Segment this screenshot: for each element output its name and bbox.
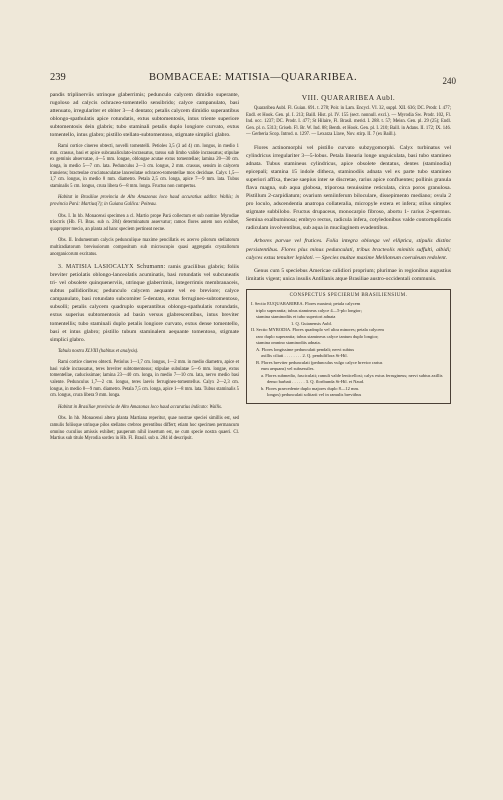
running-title: BOMBACEAE: MATISIA—QUARARIBEA. [148,72,357,83]
species-key-title: CONSPECTUS SPECIERUM BRASILIENSIUM. [289,292,408,298]
left-column [50,91,239,443]
observation-2: Obs. II. Indumentum calycis pedunculique maxime pencillatis ex acervo pilorum stellatorum multiradiatorum breviusiorum compositum sub microscopio quasi aggregatis crystallorum anorganicorum excitatus. [50,238,239,257]
genus-distribution: Genus cum 5 speciebus Americae calidiori proprium; plurimae in regionibus augustius limitatis vigent; unica insulis Antillanis atque Brasiliae austro-occidentali communis. [246,267,451,282]
species-3-title: 3. MATISIA LASIOCALYX Schumann: [58,264,166,271]
habitat-note: Habitat in Brasiliae provincia de Alto Amazonas loco haud accuratius addito: Wallis; in provincia Pará: Martius(?); in Guiana Gallica: Poiteau. [50,195,239,208]
genus-description: Flores actinomorphi vel pistillo curvato subzygomorphi. Calyx turbinatus vel cylindricus irregulariter 3—5-lobus. Petala linearia longe unguiculata, basi tubo stamineo adnata. Tubus stamineus cylindricus, apice obsolete dentatus, dentes (staminodia) epicepali; stamina 15 indole dithеca, staminodiis adnata vel ex parte tubo stamineo superiori affixa, thecae saepius inter se discretae, rarius apice confluentes; pollinis granula flava magna, sub aqua globosa, triporosa tenuissime reticulata, circa poros granulosa. Pistillum 2-carpidiatum; ovarium semiinferum biloculare, dissepimento mediano; ovula 2 pro loculo, adscendentia anatropa collateralia, micropyle extera et infera; stilus simplex stigmate subbilobo. Fructus drupaceus, monocarpio fibroso, abortu 1- rarius 2-spermus. Semina exalbuminosa; embryo rectus, radicula infera, cotyledonibus valde contortuplicatis radiculam involventibus, sub aqua in mucilaginem evadentibus. [246,144,451,232]
right-page-number: 240 [442,76,456,86]
species-3-habitat: Habitat in Brasiliae provincia de Alto Amazonas loco haud accuratius indicato: Wallis. [58,404,223,410]
genus-title: VIII. QUARARIBEA Aubl. [301,93,396,102]
key-line: A. Flores longissime pedunculati pendali; nervi subtus [256,346,355,352]
plate-reference: Tabula nostra XLVIII (habitus et analysis). [58,348,139,354]
species-3-entry [50,263,239,343]
key-species: denso barbati . . . . . . 3. Q. floribunda St-Hil. et Naud. [267,379,365,385]
species-3-observation: Obs. In hb. Monacensi altera planta Martiana reperitur, quae nostrae speciei simillis est, sed ramulis foliisque utrinque pilos stellatos crebros gerentibus differt; etiam hoc specimen permancum omnino cuculius amissis exhibet; pauperum nihil insertum est, ne cum specie nostra quaeri. Cl. Martius sub titulo Myrodia sordex in Hb. Fl. Brasil. sub n. 284 id descripsit. [50,416,239,442]
key-species: 1. Q. Guianensis Aubl. [291,320,332,326]
species-3-measurements: Rami cortice cinereo obtecti. Petiolus 1—1,7 cm. longus, 1—2 mm. in medio diametro, apice et basi valde incrassatus, teres breviter subtomentosus; stipulae subulatae 5—6 mm. longae, extus tomentellae, caducissimae; lamina 23—40 cm. longa, in medio 7—10 cm. lata, nervo medio basi valente. Pedunculus 1,7—2 cm. longus, teres laevis ferrugineo-tomentellus. Calyx 2—2,3 cm. longus, in medio 8—9 mm. diametro. Petala 7,5 cm. longa, apice 1—8 mm. lata. Tubus staminalis 5 cm. longus, crura libera 9 mm. longa. [50,360,239,399]
genus-habit: Arbores parvae vel frutices. Folia integra oblonga vel elliptica, stipulis distinc persistentibus. Flores plus minus pedunculati, tribus bracteolis mimitis suffulti, albidi; calyces extus tenuiter lepidoti. — Species multae maxime Meliloteum coeruleum redolent. [246,238,451,261]
key-line: a. Flores submedio, fasciculati; ramuli valde lenticellosi; calyx extus ferrugineus; nervi subtus axillis [261,372,443,378]
species-description-continued: pandis triplinerviis utrinque glaberrimis; pedunculo calycem dimidio superante, rugoloso ad calycis ochraceo-tomentello sensibrido; calyce campanulato, basi attenuato, irregulariter et obiter 3—4 dentato; petalis calycem dimidio superantibus oblongo-spathulatis apice rotundatis, extus subtomentosis, intus triente superiore subtomentosis dein glabris; tubo staminali petalis duplo longiore curvato, extus tomentello, intus glabro; pistillo stellato-subtomentoso, stigmate simplici glabro. [50,92,239,139]
key-line: II. Sectio MYRODIA. Flores quadruplo vel ultra minores; petala calycem [251,327,384,333]
key-line: eum aequans) vel subsessiles. [261,366,315,372]
species-3-description: ramis gracilibus glabris; foliis breviter petiolatis oblongo-lanceolatis acuminatis, basi rotundatis vel subcuneatis tri- vel obsolete quinquenerviis, utrinque glaberrimis, integerrimis membranaceis, subtus pallidioribus; pedunculo calycem aequante vel eo breviore; calyce campanulato, basi rotundato subcomiter 5-dentato, extus ferrugineo-subtomentoso, subsolli; petalis calycem quadruplo superantibus oblongo-spathulatis rotundatis, extus superius subtomentosis ad basin versus glabrescentibus, intus breviter tomentellis; tubo staminali duplo petalis longiore curvato, extus dense tomentello, basi et intus glabro; pistillo tubum staminalem aequante tomentoso, stigmate simplici glabro. [50,264,239,343]
key-line: B. Flores breviter pedunculati (pedunculus vulgo calyce brevior rarius [256,359,383,365]
species-key-box [246,289,451,404]
left-page-number: 239 [50,72,66,83]
species-measurements: Rami cortice cinereo obtecti, novelli tomentelli. Petioles 3,5 (3 ad 4) cm. longus, in medio 1 mm. crassus, basi et apice subcanaliculato-incrassatus, tarsus sub limbo valide incrassatus; stipulae ex geminis abservatae, 4—5 mm. longae, oblongae acutae extus tomentellae; lamina 20—30 cm. longa, in medio 5—7 cm. lata. Pedunculus 2—3 cm. longus, 2 mm. crassus, sensim in calycem transiens; bracteolae cruciatoaculatae lanceolatae ochraceo-tomentellae mox deciduae. Calyx 1,5—1,7 cm. longus, in medio 8 mm. diametro. Petala 2,5 cm. longa, apice 7—9 mm. lata. Tubus staminalis 5 cm. longus, crura libera 6—8 mm. longa. Fructus non compertus. [50,144,239,189]
key-line: triplo superantia; tubus stamineus calyce 4—5-plo longior; [256,307,362,313]
page-header [50,71,456,85]
key-line: raro duplo superantia; tubus stamineus calyce tantum duplo longior; [256,333,379,339]
right-column [246,91,451,404]
key-species: axillis ciliati . . . . . . . . 2. Q. penduliflora St-Hil. [261,353,348,359]
key-line: stamina staminodiis et tubo superiori adnata [256,314,336,320]
key-line: longos) pedunculati solitarii vel in ramulis breviibus [267,392,362,398]
observation-1: Obs. I. In hb. Monacensi specimen a cl. Martio prope Pará collectum et sub nomine Myrodiae triocrris (Hb. Fl. Bras. sub n. 284) determinatum asservatur; ramos flores autem non exhibet, quapropter mecio, an planta ad hanc speciem pertineat necne. [50,213,239,232]
key-line: stamina omnino staminodiis adnata. [256,340,321,346]
key-line: b. Flores praecedente duplo majores duplo 8—12 mm. [261,385,360,391]
genus-synonymy: Quararibea Aubl. Fl. Guian. 691. t. 278; Poir. in Lam. Encycl. VI. 32, suppl. XII. 636; DC. Prodr. I. 477; Endl. et Hook. Gen. pl. I. 213; Baill. Hist. pl. IV. 155 (sect. nonnull. excl.). — Myrodia Sw. Prodr. 102, Fl. Ind. occ. 1237; DC. Prodr. I. 477; St Hilaire, Fl. Brasil. merid. I. 288. t. 57; Meisn. Gen. pl. 29 (25); Endl. Gen. pl. n. 5313; Griseb. Fl. Br. W. Ind. 88; Benth. et Hook. Gen. pl. I. 210; Baill. in Adans. II. 172; IX. 146. — Gerberia Scop. Introd. n. 1297. — Lexarza Llave, Nov. stirp. II. 7 (ex Baill.). [246,106,451,138]
key-line: I. Sectio EUQUARARIBEA. Flores maximi; petala calycem [251,301,361,307]
